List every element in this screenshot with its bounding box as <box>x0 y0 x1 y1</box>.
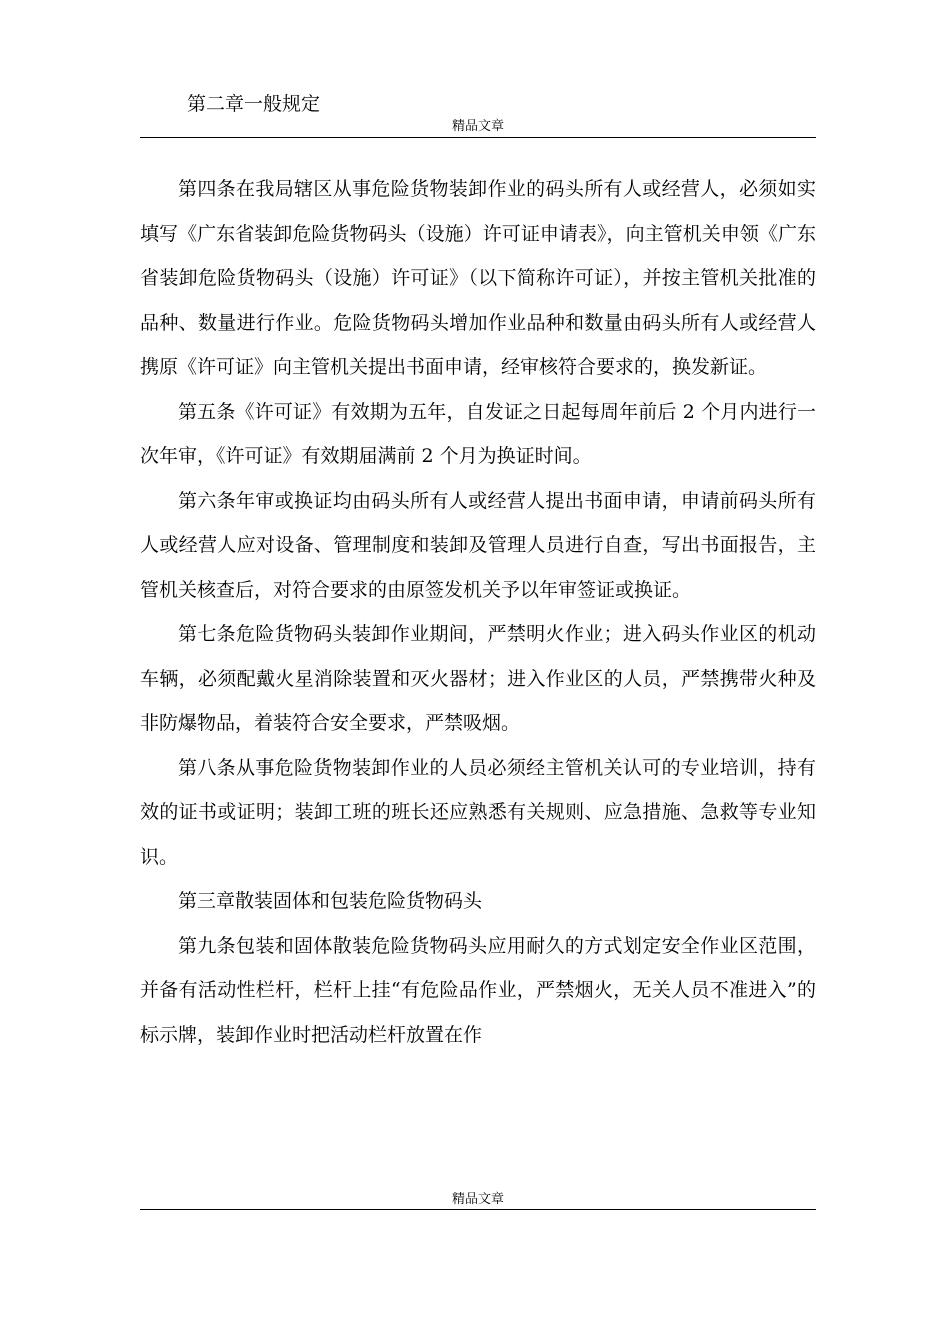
running-footer: 精品文章 <box>451 1192 504 1207</box>
article-4-paragraph: 第四条在我局辖区从事危险货物装卸作业的码头所有人或经营人，必须如实填写《广东省装卸危险货物码头（设施）许可证申请表》，向主管机关申领《广东省装卸危险货物码头（设施）许可证》（以下简称许可证），并按主管机关批准的品种、数量进行作业。危险货物码头增加作业品种和数量由码头所有人或经营人携原《许可证》向主管机关提出书面申请，经审核符合要求的，换发新证。 <box>140 178 816 378</box>
chapter-three-title: 第三章散装固体和包装危险货物码头 <box>178 890 483 912</box>
article-7-paragraph: 第七条危险货物码头装卸作业期间，严禁明火作业；进入码头作业区的机动车辆，必须配戴火星消除装置和灭火器材；进入作业区的人员，严禁携带火种及非防爆物品，着装符合安全要求，严禁吸烟。 <box>140 623 816 734</box>
chapter-two-title: 第二章一般规定 <box>187 93 321 115</box>
document-body <box>140 167 816 1057</box>
article-8-paragraph: 第八条从事危险货物装卸作业的人员必须经主管机关认可的专业培训，持有效的证书或证明；装卸工班的班长还应熟悉有关规则、应急措施、急救等专业知识。 <box>140 756 816 868</box>
header-rule <box>140 137 816 138</box>
footer-rule <box>140 1209 816 1210</box>
article-5-paragraph: 第五条《许可证》有效期为五年，自发证之日起每周年前后 2 个月内进行一次年审，《许可证》有效期届满前 2 个月为换证时间。 <box>140 400 816 467</box>
article-9-paragraph: 第九条包装和固体散装危险货物码头应用耐久的方式划定安全作业区范围，并备有活动性栏杆，栏杆上挂“有危险品作业，严禁烟火，无关人员不准进入”的标示牌，装卸作业时把活动栏杆放置在作 <box>140 934 816 1046</box>
article-6-paragraph: 第六条年审或换证均由码头所有人或经营人提出书面申请，申请前码头所有人或经营人应对设备、管理制度和装卸及管理人员进行自查，写出书面报告，主管机关核查后，对符合要求的由原签发机关予以年审签证或换证。 <box>140 489 816 601</box>
running-header: 精品文章 <box>451 119 504 134</box>
